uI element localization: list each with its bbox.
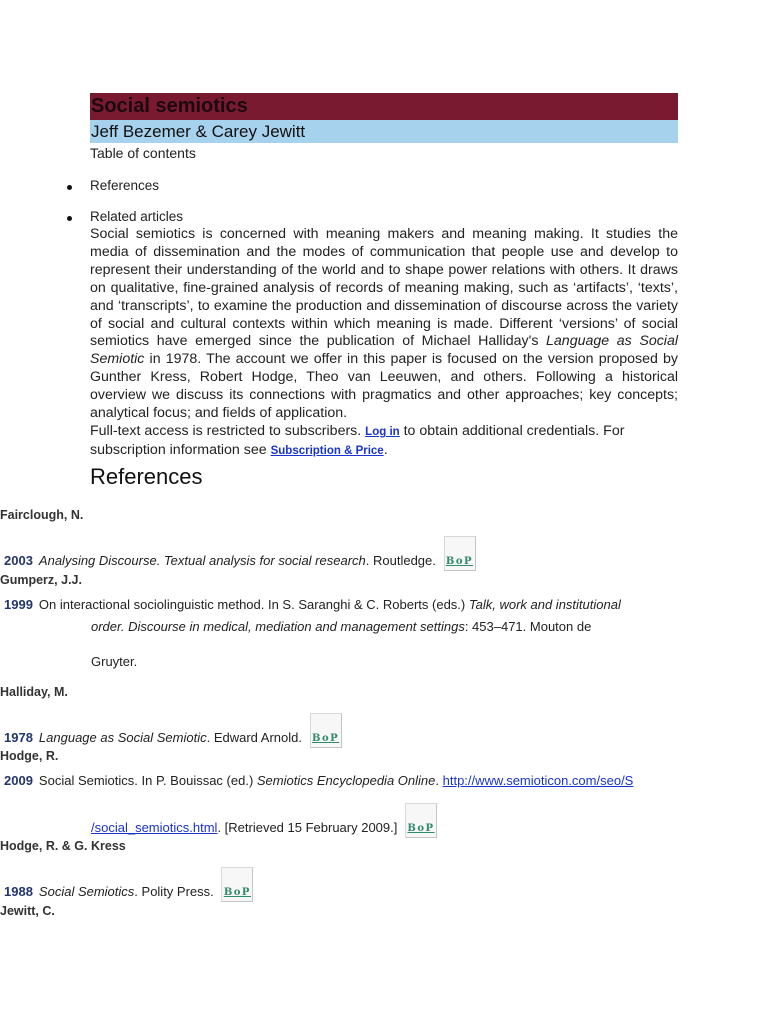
toc-item-related-articles[interactable]: [90, 208, 678, 226]
ref-text: . [Retrieved 15 February 2009.]: [217, 820, 398, 835]
ref-year: 1978: [4, 730, 33, 745]
login-link[interactable]: Log in: [365, 425, 400, 438]
ref-publisher: . Edward Arnold.: [206, 730, 302, 745]
ref-entry-fairclough: [4, 536, 476, 571]
bop-link-button[interactable]: [444, 536, 476, 571]
ref-year: 1988: [4, 884, 33, 899]
bop-label: BoP: [445, 556, 474, 567]
abstract-text-2: in 1978. The account we offer in this paper is focused on the version proposed by Gunther Kress, Robert Hodge, Theo van Leeuwen, and others. Following a historical overview we discuss its connections with pragmatics and other approaches; key concepts; analytical focus; and fields of application.: [90, 351, 678, 422]
ref-title: Semiotics Encyclopedia Online: [256, 773, 436, 788]
ref-author-hodge: Hodge, R.: [0, 749, 59, 763]
access-text-1: Full-text access is restricted to subscribers.: [90, 422, 366, 439]
ref-year: 2003: [4, 553, 33, 568]
ref-url-link-cont[interactable]: /social_semiotics.html: [91, 820, 218, 835]
ref-year: 2009: [4, 773, 33, 788]
ref-title: Language as Social Semiotic: [38, 730, 207, 745]
bop-label: BoP: [223, 887, 251, 898]
access-text-3: .: [383, 441, 388, 458]
bop-link-button[interactable]: [221, 867, 253, 902]
ref-url-link[interactable]: http://www.semioticon.com/seo/S: [442, 773, 634, 788]
ref-entry-hodge: [4, 773, 633, 788]
toc-item-label: Related articles: [90, 209, 184, 224]
bullet-icon: [67, 216, 72, 221]
bop-link-button[interactable]: [310, 713, 342, 748]
ref-entry-hodge-kress: [4, 867, 253, 902]
ref-title-cont: order. Discourse in medical, mediation and management settings: [91, 619, 465, 634]
ref-entry-gumperz: [4, 597, 621, 612]
bop-label: BoP: [407, 823, 435, 834]
access-text-2: to obtain additional credentials. For subscription information see: [90, 422, 625, 458]
article-authors: Jeff Bezemer & Carey Jewitt: [90, 120, 678, 143]
abstract: [90, 226, 678, 423]
ref-publisher: . Routledge.: [365, 553, 436, 568]
article-header: [90, 93, 678, 490]
ref-title: Talk, work and institutional: [468, 597, 621, 612]
bop-link-button[interactable]: [405, 803, 437, 838]
ref-author-fairclough: Fairclough, N.: [0, 508, 84, 522]
bop-label: BoP: [312, 733, 340, 744]
references-heading: References: [90, 463, 203, 489]
article-title: Social semiotics: [90, 93, 678, 120]
access-notice: [90, 423, 678, 461]
ref-title: Social Semiotics: [38, 884, 135, 899]
ref-author-halliday: Halliday, M.: [0, 685, 68, 699]
ref-author-jewitt: Jewitt, C.: [0, 904, 55, 918]
ref-entry-halliday: [4, 713, 342, 748]
ref-text: .: [435, 773, 443, 788]
abstract-text-1: Social semiotics is concerned with meaning makers and meaning making. It studies the media of dissemination and the modes of communication that people use and develop to represent their understanding of the world and to shape power relations with others. It draws on qualitative, fine-grained analysis of records of meaning making, such as ‘artifacts’, ‘texts’, and ‘transcripts’, to examine the production and dissemination of discourse across the variety of social and cultural contexts within which meaning is made. Different ‘versions’ of social semiotics have emerged since the publication of Michael Halliday's: [90, 226, 678, 350]
toc-list: [90, 177, 678, 226]
ref-entry-gumperz-cont2: Gruyter.: [91, 654, 138, 669]
toc-label: Table of contents: [90, 145, 196, 161]
ref-entry-hodge-cont: [91, 803, 437, 838]
abstract-book-title: Language as Social Semiotic: [90, 333, 678, 368]
ref-title: Analysing Discourse. Textual analysis for social research: [38, 553, 366, 568]
ref-entry-gumperz-cont: [91, 619, 591, 634]
ref-publisher: . Polity Press.: [134, 884, 214, 899]
ref-year: 1999: [4, 597, 33, 612]
subscription-link[interactable]: Subscription & Price: [270, 444, 384, 457]
toc-item-label: References: [90, 178, 160, 193]
ref-author-hodge-kress: Hodge, R. & G. Kress: [0, 839, 126, 853]
toc-item-references[interactable]: [90, 177, 678, 195]
ref-author-gumperz: Gumperz, J.J.: [0, 573, 82, 587]
ref-text: Social Semiotics. In P. Bouissac (ed.): [38, 773, 257, 788]
bullet-icon: [67, 185, 72, 190]
ref-text: On interactional sociolinguistic method. In S. Saranghi & C. Roberts (eds.): [38, 597, 469, 612]
ref-text: : 453–471. Mouton de: [464, 619, 592, 634]
